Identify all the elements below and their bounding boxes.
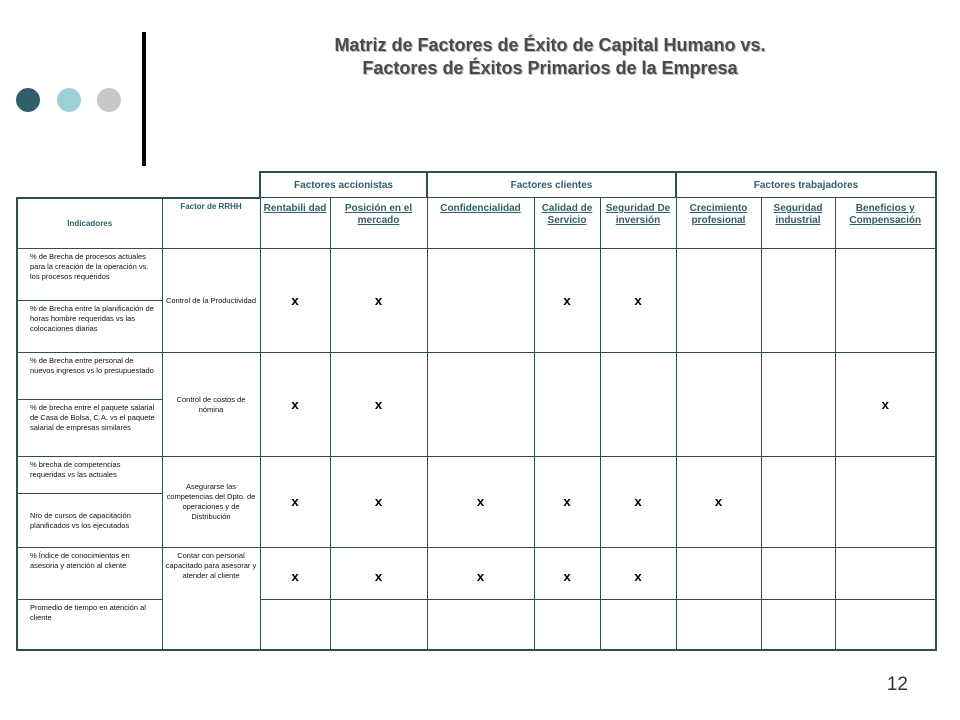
mark-x: x — [634, 569, 642, 585]
slide-title-line1: Matriz de Factores de Éxito de Capital Humano vs. — [334, 35, 766, 55]
mark-cell — [330, 548, 427, 600]
mark-cell — [600, 353, 676, 457]
table-row — [17, 457, 936, 494]
indicator-cell: % de Brecha de procesos actuales para la creación de la operación vs. los procesos requeridos — [17, 249, 162, 301]
mark-cell — [427, 249, 534, 353]
mark-x: x — [476, 569, 485, 585]
corner-indicadores: Indicadores — [17, 198, 162, 249]
empty-cell — [600, 600, 676, 650]
mark-cell — [676, 249, 761, 353]
indicator-cell: Promedio de tiempo en atención al cliente — [17, 600, 162, 650]
mark-cell — [835, 249, 936, 353]
col-header-seguridad-industrial: Seguridad industrial — [761, 198, 835, 249]
mark-cell — [600, 548, 676, 600]
slide-title — [160, 34, 940, 80]
mark-x: x — [634, 293, 642, 309]
factor-cell: Asegurarse las competencias del Dpto. de operaciones y de Distribución — [162, 457, 260, 548]
mark-cell — [427, 548, 534, 600]
mark-cell — [600, 249, 676, 353]
mark-cell — [761, 457, 835, 548]
mark-cell — [534, 249, 600, 353]
col-header-posicion-mercado: Posición en el mercado — [330, 198, 427, 249]
mark-cell — [534, 548, 600, 600]
decorative-dot-dark — [16, 88, 40, 112]
table-row — [17, 548, 936, 600]
column-header-row — [17, 198, 936, 249]
mark-cell — [676, 548, 761, 600]
mark-cell — [330, 353, 427, 457]
table-row — [17, 353, 936, 400]
col-header-rentabilidad: Rentabili dad — [260, 198, 330, 249]
corner-factor-rrhh: Factor de RRHH — [162, 198, 260, 249]
indicator-cell: Nro de cursos de capacitación planificados vs los ejecutados — [17, 494, 162, 548]
col-header-beneficios-compensacion: Beneficios y Compensación — [835, 198, 936, 249]
empty-cell — [427, 600, 534, 650]
group-header-clientes: Factores clientes — [427, 172, 676, 198]
mark-x: x — [634, 495, 642, 510]
mark-x: x — [374, 495, 383, 510]
mark-x: x — [563, 569, 571, 585]
mark-x: x — [563, 293, 571, 309]
mark-cell — [534, 353, 600, 457]
mark-cell — [835, 548, 936, 600]
indicator-cell: % Índice de conocimientos en asesoria y atención al cliente — [17, 548, 162, 600]
mark-cell — [835, 353, 936, 457]
empty-cell — [534, 600, 600, 650]
mark-cell — [600, 457, 676, 548]
indicator-cell: % brecha de competencias requeridas vs las actuales — [17, 457, 162, 494]
mark-x: x — [374, 569, 383, 585]
col-header-crecimiento-profesional: Crecimiento profesional — [676, 198, 761, 249]
factor-cell: Control de la Productividad — [162, 249, 260, 353]
factor-cell: Control de costos de nómina — [162, 353, 260, 457]
mark-cell — [427, 457, 534, 548]
mark-cell — [427, 353, 534, 457]
col-header-confidencialidad: Confidencialidad — [427, 198, 534, 249]
mark-cell — [761, 249, 835, 353]
empty-cell — [260, 600, 330, 650]
mark-cell — [761, 353, 835, 457]
mark-cell — [761, 548, 835, 600]
mark-x: x — [374, 293, 383, 309]
mark-cell — [835, 457, 936, 548]
mark-cell — [330, 457, 427, 548]
empty-cell — [835, 600, 936, 650]
group-header-accionistas: Factores accionistas — [260, 172, 427, 198]
mark-x: x — [563, 495, 571, 510]
mark-x: x — [291, 569, 299, 585]
mark-x: x — [291, 495, 299, 510]
mark-cell — [330, 249, 427, 353]
mark-x: x — [476, 495, 485, 510]
col-header-calidad-servicio: Calidad de Servicio — [534, 198, 600, 249]
group-header-trabajadores: Factores trabajadores — [676, 172, 936, 198]
decorative-dot-teal — [57, 88, 81, 112]
mark-x: x — [881, 397, 890, 413]
mark-cell — [534, 457, 600, 548]
mark-x: x — [291, 293, 299, 309]
mark-cell — [676, 457, 761, 548]
col-header-seguridad-inversion: Seguridad De inversión — [600, 198, 676, 249]
slide-title-line2: Factores de Éxitos Primarios de la Empresa — [362, 58, 738, 78]
decorative-vertical-rule — [142, 32, 146, 166]
mark-cell — [260, 249, 330, 353]
empty-cell — [676, 600, 761, 650]
table-row — [17, 249, 936, 301]
mark-x: x — [374, 397, 383, 413]
group-header-row — [17, 172, 936, 198]
mark-cell — [260, 353, 330, 457]
indicator-cell: % de brecha entre el paquete salarial de Casa de Bolsa, C.A. vs el paquete salarial de empresas similares — [17, 400, 162, 457]
indicator-cell: % de Brecha entre personal de nuevos ingresos vs lo presupuestado — [17, 353, 162, 400]
success-factors-matrix — [16, 171, 937, 651]
mark-x: x — [291, 397, 299, 413]
indicator-cell: % de Brecha entre la planificación de horas hombre requeridas vs las colocaciones diarias — [17, 301, 162, 353]
factor-cell: Contar con personal capacitado para asesorar y atender al cliente — [162, 548, 260, 650]
mark-cell — [260, 457, 330, 548]
mark-cell — [676, 353, 761, 457]
mark-cell — [260, 548, 330, 600]
mark-x: x — [714, 495, 723, 510]
decorative-dot-gray — [97, 88, 121, 112]
table-row — [17, 600, 936, 650]
empty-cell — [761, 600, 835, 650]
page-number: 12 — [886, 674, 908, 695]
empty-cell — [330, 600, 427, 650]
